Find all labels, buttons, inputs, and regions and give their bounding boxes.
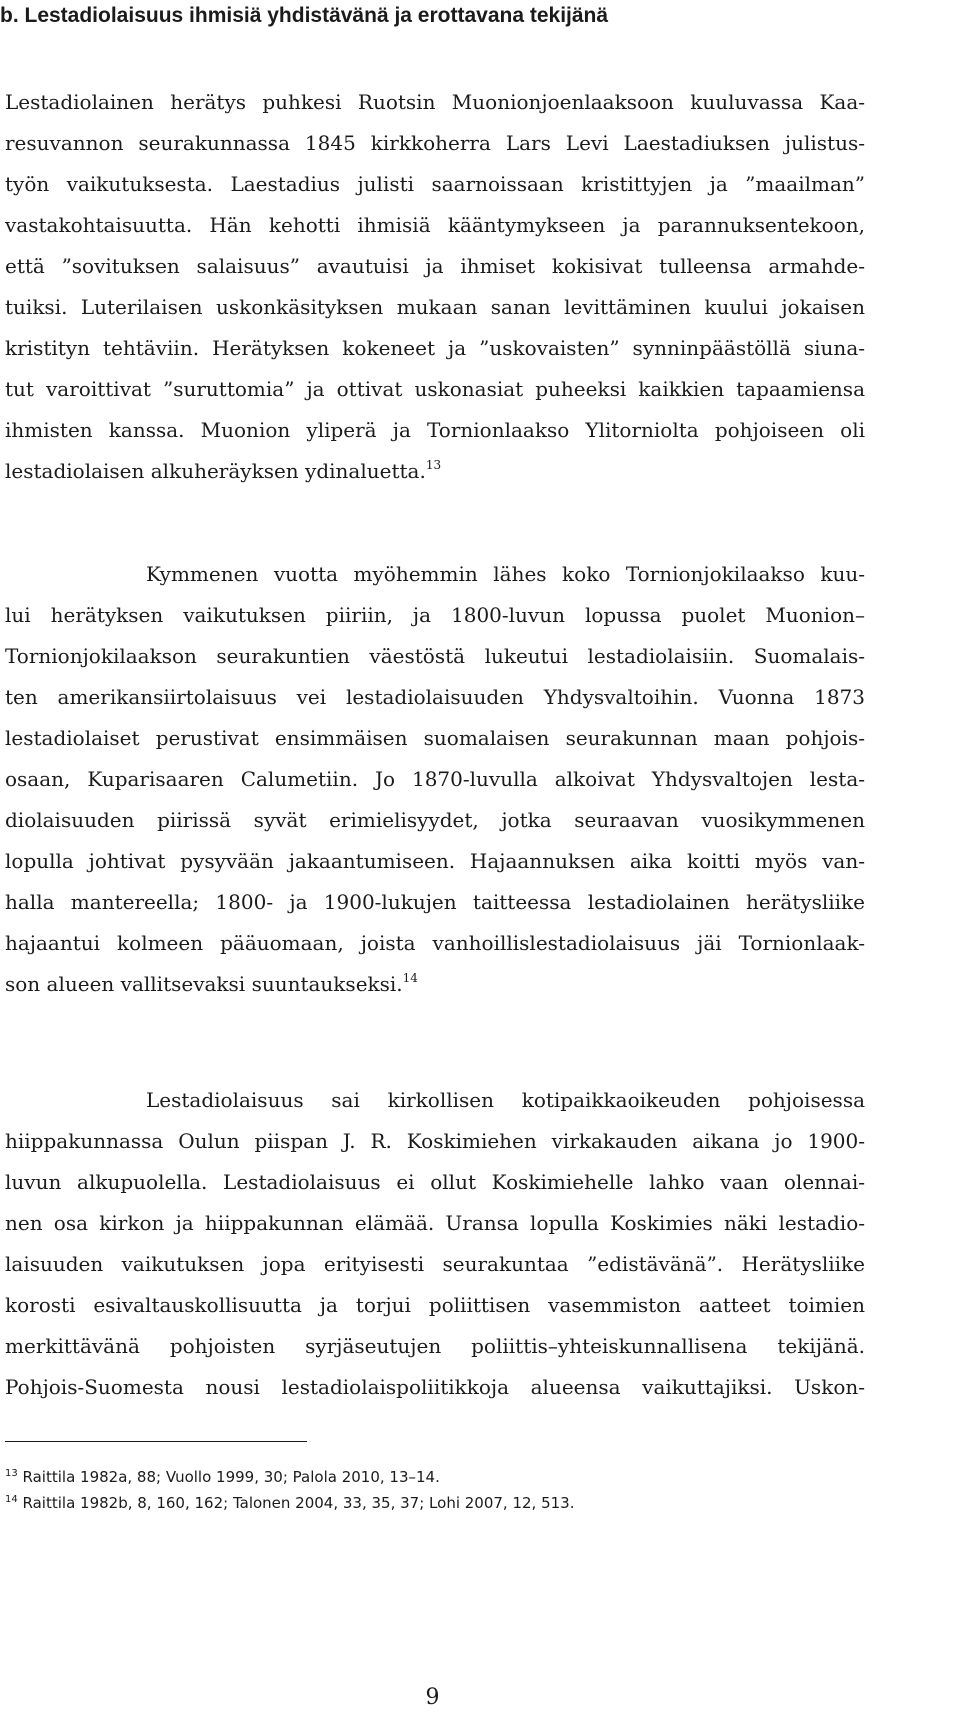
- footnote-number: 13: [5, 1468, 18, 1479]
- paragraph-3: [5, 1080, 865, 1408]
- text-line: lestadiolaiset perustivat ensimmäisen suomalaisen seurakunnan maan pohjois-: [5, 726, 865, 750]
- text-line: hajaantui kolmeen pääuomaan, joista vanhoillislestadiolaisuus jäi Tornionlaak-: [5, 931, 865, 955]
- text-line: luvun alkupuolella. Lestadiolaisuus ei ollut Koskimiehelle lahko vaan olennai-: [5, 1170, 865, 1194]
- text-line: osaan, Kuparisaaren Calumetiin. Jo 1870-luvulla alkoivat Yhdysvaltojen lesta-: [5, 767, 865, 791]
- footnote-ref-13[interactable]: 13: [425, 458, 442, 472]
- text-line: halla mantereella; 1800- ja 1900-lukujen taitteessa lestadiolainen herätysliike: [5, 890, 865, 914]
- text-line-content: son alueen vallitsevaksi suuntaukseksi.: [5, 972, 403, 996]
- text-line: merkittävänä pohjoisten syrjäseutujen poliittis–yhteiskunnallisena tekijänä.: [5, 1334, 865, 1358]
- text-line: hiippakunnassa Oulun piispan J. R. Koskimiehen virkakauden aikana jo 1900-: [5, 1129, 865, 1153]
- text-line: että ”sovituksen salaisuus” avautuisi ja ihmiset kokisivat tulleensa armahde-: [5, 254, 865, 278]
- text-line: Kymmenen vuotta myöhemmin lähes koko Tornionjokilaakso kuu-: [146, 562, 865, 586]
- text-line: ihmisten kanssa. Muonion yliperä ja Tornionlaakso Ylitorniolta pohjoiseen oli: [5, 418, 865, 442]
- text-line-content: lestadiolaisen alkuheräyksen ydinaluetta.: [5, 459, 426, 483]
- text-line-last: [5, 451, 865, 492]
- paragraph-1: [5, 82, 865, 492]
- text-line: tut varoittivat ”suruttomia” ja ottivat uskonasiat puheeksi kaikkien tapaamiensa: [5, 377, 865, 401]
- section-heading: b. Lestadiolaisuus ihmisiä yhdistävänä ja erottavana tekijänä: [0, 4, 609, 27]
- footnote-separator: [5, 1441, 307, 1442]
- text-line: resuvannon seurakunnassa 1845 kirkkoherra Lars Levi Laestadiuksen julistus-: [5, 131, 865, 155]
- footnote-text: Raittila 1982b, 8, 160, 162; Talonen 2004, 33, 35, 37; Lohi 2007, 12, 513.: [22, 1494, 575, 1512]
- text-line: laisuuden vaikutuksen jopa erityisesti seurakuntaa ”edistävänä”. Herätysliike: [5, 1252, 865, 1276]
- text-line: tuiksi. Luterilaisen uskonkäsityksen mukaan sanan levittäminen kuului jokaisen: [5, 295, 865, 319]
- text-line: Lestadiolaisuus sai kirkollisen kotipaikkaoikeuden pohjoisessa: [146, 1088, 865, 1112]
- text-line: lopulla johtivat pysyvään jakaantumiseen. Hajaannuksen aika koitti myös van-: [5, 849, 865, 873]
- footnote-ref-14[interactable]: 14: [402, 971, 418, 985]
- text-line: vastakohtaisuutta. Hän kehotti ihmisiä kääntymykseen ja parannuksentekoon,: [5, 213, 865, 237]
- text-line: diolaisuuden piirissä syvät erimielisyydet, jotka seuraavan vuosikymmenen: [5, 808, 865, 832]
- text-line-last: [5, 964, 865, 1005]
- text-line: lui herätyksen vaikutuksen piiriin, ja 1800-luvun lopussa puolet Muonion–: [5, 603, 865, 627]
- text-line: työn vaikutuksesta. Laestadius julisti saarnoissaan kristittyjen ja ”maailman”: [5, 172, 865, 196]
- footnote-13: [5, 1466, 865, 1488]
- page-number: 9: [425, 1685, 440, 1710]
- footnote-number: 14: [5, 1494, 18, 1505]
- text-line: nen osa kirkon ja hiippakunnan elämää. Uransa lopulla Koskimies näki lestadio-: [5, 1211, 865, 1235]
- text-line: kristityn tehtäviin. Herätyksen kokeneet ja ”uskovaisten” synninpäästöllä siuna-: [5, 336, 865, 360]
- text-line: Tornionjokilaakson seurakuntien väestöstä lukeutui lestadiolaisiin. Suomalais-: [5, 644, 865, 668]
- text-line: Pohjois-Suomesta nousi lestadiolaispoliitikkoja alueensa vaikuttajiksi. Uskon-: [5, 1375, 865, 1399]
- paragraph-2: [5, 554, 865, 1005]
- text-line: korosti esivaltauskollisuutta ja torjui poliittisen vasemmiston aatteet toimien: [5, 1293, 865, 1317]
- text-line: Lestadiolainen herätys puhkesi Ruotsin Muonionjoenlaaksoon kuuluvassa Kaa-: [5, 90, 865, 114]
- footnote-14: [5, 1492, 865, 1514]
- text-line: ten amerikansiirtolaisuus vei lestadiolaisuuden Yhdysvaltoihin. Vuonna 1873: [5, 685, 865, 709]
- footnote-text: Raittila 1982a, 88; Vuollo 1999, 30; Palola 2010, 13–14.: [22, 1468, 440, 1486]
